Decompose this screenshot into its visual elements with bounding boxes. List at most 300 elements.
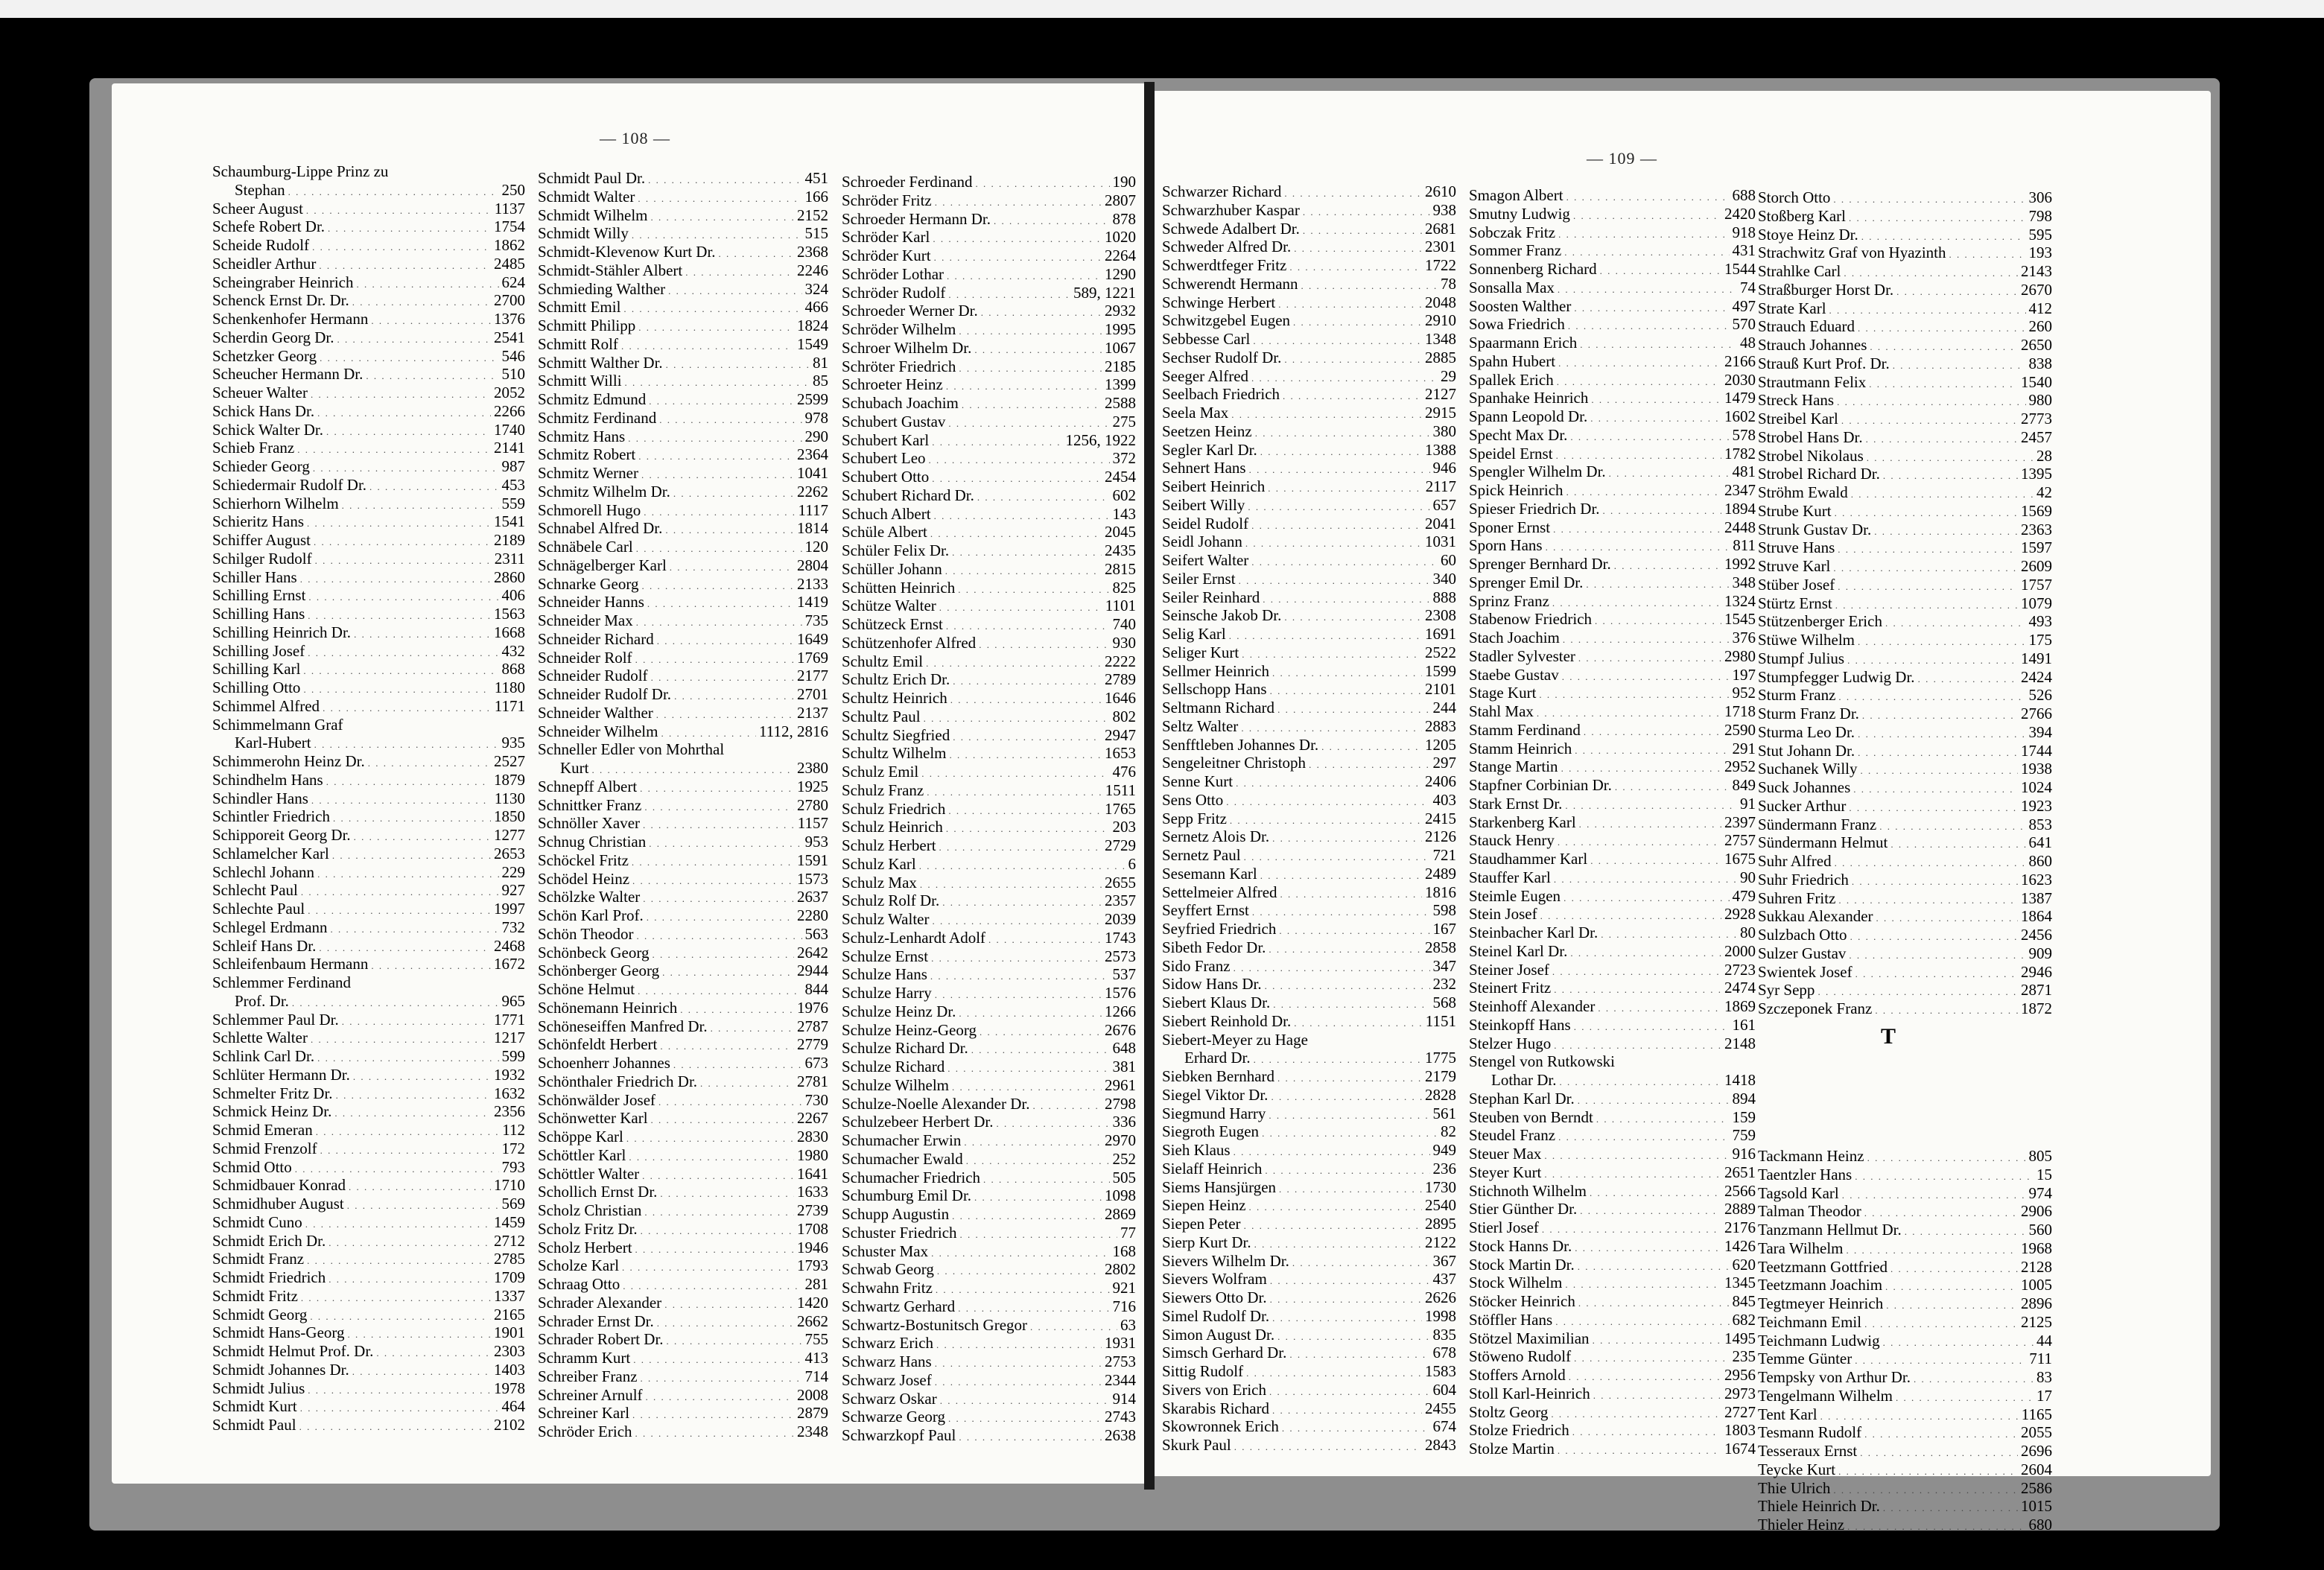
entry-name: Schönemann Heinrich — [538, 998, 678, 1017]
entry-name: Stierl Josef — [1469, 1218, 1539, 1236]
entry-name: Seidl Johann — [1162, 533, 1242, 551]
index-entry — [842, 763, 1136, 781]
index-entry — [1162, 551, 1456, 570]
dot-leader — [1292, 1254, 1430, 1273]
entry-name: Schneider Rolf — [538, 648, 632, 667]
index-entry — [212, 973, 525, 992]
dot-leader — [1260, 867, 1422, 886]
index-entry — [1758, 1037, 2052, 1055]
dot-leader — [646, 1388, 794, 1407]
entry-name: Temme Günter — [1758, 1350, 1852, 1368]
index-entry — [212, 421, 525, 439]
entry-name: Schumacher Erwin — [842, 1131, 962, 1149]
entry-number: 1597 — [2021, 538, 2052, 557]
entry-number: 802 — [1112, 707, 1136, 725]
dot-leader — [927, 784, 1102, 802]
entry-number: 348 — [1732, 573, 1756, 591]
dot-leader — [1885, 1278, 2018, 1297]
index-entry — [1469, 868, 1756, 887]
dot-leader — [1855, 965, 2018, 984]
dot-leader — [623, 300, 801, 319]
entry-number: 1180 — [494, 678, 525, 696]
entry-number: 1814 — [797, 519, 828, 538]
entry-number: 1130 — [494, 789, 525, 807]
index-entry — [1469, 334, 1756, 352]
index-entry — [212, 826, 525, 845]
entry-name: Seyfried Friedrich — [1162, 920, 1277, 938]
index-entry — [538, 796, 828, 815]
entry-number: 85 — [813, 372, 828, 390]
entry-number: 275 — [1112, 412, 1136, 430]
index-entry — [538, 649, 828, 667]
dot-leader — [1245, 535, 1422, 553]
entry-name: Schönthaler Friedrich Dr. — [538, 1072, 698, 1090]
dot-leader — [670, 559, 794, 577]
entry-number: 927 — [501, 881, 525, 900]
entry-number: 2141 — [494, 439, 525, 457]
entry-name: Schönwetter Karl — [538, 1109, 648, 1128]
dot-leader — [326, 773, 491, 792]
entry-number: 2455 — [1425, 1399, 1456, 1417]
index-entry — [842, 800, 1136, 819]
entry-name: Schroeder Hermann Dr. — [842, 209, 991, 228]
dot-leader — [1303, 203, 1430, 222]
dot-leader — [920, 876, 1102, 894]
index-entry — [538, 667, 828, 685]
entry-number: 2102 — [494, 1416, 525, 1434]
entry-name: Stützenberger Erich — [1758, 612, 1882, 631]
dot-leader — [342, 1013, 491, 1032]
index-entry — [1469, 1182, 1756, 1201]
index-entry — [1162, 994, 1456, 1012]
dot-leader — [301, 1289, 491, 1308]
index-entry — [1758, 1276, 2052, 1294]
index-entry — [538, 1367, 828, 1386]
dot-leader — [1614, 557, 1721, 576]
dot-leader — [1852, 873, 2018, 892]
entry-number: 894 — [1732, 1089, 1756, 1107]
entry-name: Sukkau Alexander — [1758, 907, 1873, 926]
entry-number: 77 — [1120, 1223, 1136, 1242]
entry-name: Schmitt Philipp — [538, 317, 636, 334]
entry-number: 1545 — [1724, 610, 1756, 629]
entry-number: 938 — [1432, 200, 1456, 219]
entry-name: Strobel Richard Dr. — [1758, 465, 1880, 483]
dot-leader — [1294, 1014, 1423, 1033]
index-entry — [1758, 907, 2052, 926]
entry-name: Schimmel Alfred — [212, 696, 320, 715]
entry-number: 853 — [2028, 815, 2052, 833]
index-entry — [1162, 1196, 1456, 1215]
index-entry — [1469, 1274, 1756, 1292]
index-entry — [1758, 447, 2052, 465]
index-entry — [842, 541, 1136, 560]
dot-leader — [301, 883, 499, 902]
entry-number: 340 — [1432, 569, 1456, 588]
dot-leader — [349, 1178, 491, 1197]
dot-leader — [930, 525, 1102, 544]
index-entry — [1469, 1385, 1756, 1403]
entry-name: Schwarz Oskar — [842, 1389, 937, 1408]
entry-number: 1583 — [1425, 1362, 1456, 1380]
entry-name: Schoenherr Johannes — [538, 1054, 670, 1072]
entry-name: Scheide Rudolf — [212, 236, 310, 254]
index-entry — [1758, 188, 2052, 207]
entry-number: 1646 — [1105, 689, 1136, 707]
index-entry — [1758, 317, 2052, 336]
entry-number: 2165 — [494, 1305, 525, 1323]
entry-number: 1743 — [1105, 928, 1136, 947]
index-entry — [538, 1035, 828, 1054]
entry-name: Schröder Lothar — [842, 264, 944, 283]
entry-name: Stöweno Rudolf — [1469, 1347, 1572, 1366]
index-entry — [842, 1316, 1136, 1335]
entry-name: Schulz Franz — [842, 781, 924, 799]
dot-leader — [673, 485, 794, 503]
dot-leader — [1234, 1143, 1430, 1162]
entry-number: 91 — [1740, 794, 1756, 813]
section-letter-heading: T — [1881, 1024, 1896, 1049]
index-entry — [1162, 422, 1456, 441]
entry-number: 1256, 1922 — [1065, 430, 1136, 449]
entry-name: Schmidt Kurt — [212, 1397, 297, 1416]
entry-name: Teichmann Ludwig — [1758, 1331, 1880, 1350]
index-entry — [1162, 772, 1456, 791]
index-entry — [538, 1109, 828, 1128]
index-column-5 — [1469, 186, 1756, 1458]
entry-number: 464 — [501, 1397, 525, 1416]
dot-leader — [667, 1332, 802, 1351]
entry-name: Schulz Friedrich — [842, 799, 946, 818]
index-entry — [1469, 186, 1756, 205]
entry-name: Sündermann Helmut — [1758, 833, 1888, 852]
dot-leader — [1858, 744, 2018, 763]
entry-name: Schulze Wilhelm — [842, 1075, 949, 1094]
dot-leader — [980, 1023, 1102, 1042]
dot-leader — [1593, 1387, 1721, 1405]
entry-number: 481 — [1732, 463, 1756, 481]
entry-number: 2368 — [797, 243, 828, 261]
entry-name: Schröder Kurt — [842, 247, 931, 264]
index-entry — [842, 1205, 1136, 1224]
entry-name: Sibeth Fedor Dr. — [1162, 938, 1266, 956]
index-entry — [1162, 1417, 1456, 1436]
dot-leader — [1574, 299, 1729, 318]
entry-name: Sulzer Gustav — [1758, 944, 1847, 962]
entry-name: Thie Ulrich — [1758, 1478, 1831, 1497]
dot-leader — [312, 238, 491, 257]
entry-number: 1925 — [797, 777, 828, 795]
entry-number: 2871 — [2021, 981, 2052, 999]
entry-name: Skarabis Richard — [1162, 1399, 1270, 1417]
entry-name: Schulze-Noelle Alexander Dr. — [842, 1094, 1030, 1113]
dot-leader — [994, 212, 1109, 231]
entry-name: Stötzel Maximilian — [1469, 1329, 1590, 1347]
entry-name: Schulz Heinrich — [842, 818, 943, 836]
index-entry — [538, 261, 828, 280]
entry-name: Skurk Paul — [1162, 1436, 1231, 1454]
dot-leader — [1248, 498, 1429, 517]
dot-leader — [1860, 1444, 2018, 1463]
entry-name: Schubert Otto — [842, 468, 930, 486]
index-entry — [842, 394, 1136, 413]
entry-number: 2753 — [1105, 1353, 1136, 1370]
index-entry — [212, 1066, 525, 1084]
entry-number: 381 — [1112, 1058, 1136, 1075]
entry-number: 1769 — [797, 648, 828, 667]
entry-number: 2785 — [494, 1250, 525, 1268]
index-entry — [212, 200, 525, 218]
index-entry — [1758, 428, 2052, 447]
entry-name: Schreiner Karl — [538, 1404, 630, 1423]
entry-number: 1793 — [797, 1256, 828, 1275]
index-entry — [1758, 1332, 2052, 1350]
entry-name: Schrader Robert Dr. — [538, 1330, 664, 1349]
entry-name: Schumacher Ewald — [842, 1149, 963, 1168]
entry-number: 1388 — [1425, 440, 1456, 459]
dot-leader — [657, 1315, 794, 1333]
entry-name: Steiner Josef — [1469, 960, 1549, 979]
entry-name: Staudhammer Karl — [1469, 850, 1588, 868]
entry-number: 2415 — [1425, 809, 1456, 827]
index-entry — [1162, 975, 1456, 994]
entry-number: 2651 — [1724, 1163, 1756, 1181]
index-entry — [1469, 979, 1756, 997]
entry-number: 1995 — [1105, 320, 1136, 338]
entry-name: Schrader Alexander — [538, 1293, 662, 1312]
dot-leader — [1263, 591, 1429, 609]
dot-leader — [317, 404, 491, 423]
dot-leader — [651, 209, 794, 227]
entry-name: Starkenberg Karl — [1469, 813, 1576, 831]
index-entry — [1162, 1067, 1456, 1086]
entry-number: 281 — [804, 1275, 828, 1293]
entry-name: Stoßberg Karl — [1758, 206, 1847, 225]
entry-number: 1674 — [1724, 1440, 1756, 1458]
dot-leader — [1562, 668, 1730, 687]
index-entry — [1758, 373, 2052, 392]
entry-number: 1376 — [494, 310, 525, 328]
index-entry — [842, 302, 1136, 320]
entry-name: Tempsky von Arthur Dr. — [1758, 1368, 1911, 1386]
entry-name: Schwinge Herbert — [1162, 293, 1276, 311]
index-entry — [538, 1165, 828, 1183]
index-entry — [212, 752, 525, 771]
entry-name: Schroeder Werner Dr. — [842, 302, 978, 320]
entry-name: Teetzmann Joachim — [1758, 1276, 1883, 1294]
entry-name: Sonnenberg Richard — [1469, 260, 1597, 278]
dot-leader — [622, 1259, 794, 1277]
entry-name: Sieh Klaus — [1162, 1141, 1231, 1159]
entry-number: 2052 — [494, 384, 525, 401]
entry-name: Schieritz Hans — [212, 512, 305, 531]
entry-number: 1576 — [1105, 984, 1136, 1002]
entry-number: 2000 — [1724, 941, 1756, 960]
entry-number: 2133 — [797, 574, 828, 593]
index-entry — [538, 704, 828, 722]
index-entry — [1469, 297, 1756, 316]
dot-leader — [934, 249, 1102, 267]
entry-name: Tara Wilhelm — [1758, 1239, 1844, 1257]
entry-name: Sturma Leo Dr. — [1758, 722, 1855, 741]
entry-number: 190 — [1112, 173, 1136, 191]
entry-name: Sengeleitner Christoph — [1162, 754, 1307, 772]
dot-leader — [1284, 185, 1422, 203]
entry-number: 1824 — [797, 317, 828, 334]
dot-leader — [935, 1355, 1102, 1373]
entry-number: 2700 — [494, 291, 525, 310]
dot-leader — [315, 552, 492, 571]
dot-leader — [959, 1005, 1102, 1023]
entry-name: Talman Theodor — [1758, 1202, 1861, 1221]
index-entry — [842, 1058, 1136, 1076]
entry-name: Schmitt Emil — [538, 298, 621, 317]
entry-name: Schwitzgebel Eugen — [1162, 311, 1291, 330]
index-entry — [212, 716, 525, 734]
index-entry — [1162, 938, 1456, 957]
index-entry — [842, 1426, 1136, 1445]
dot-leader — [1849, 947, 2025, 965]
dot-leader — [1279, 922, 1429, 941]
dot-leader — [1883, 1499, 2018, 1518]
index-entry — [1162, 1362, 1456, 1381]
index-entry — [1758, 336, 2052, 355]
index-entry — [842, 1150, 1136, 1169]
entry-name: Simon August Dr. — [1162, 1325, 1275, 1344]
dot-leader — [958, 581, 1109, 600]
dot-leader — [1598, 999, 1721, 1018]
index-entry — [1469, 463, 1756, 481]
index-entry — [1162, 791, 1456, 810]
entry-name: Schmick Heinz Dr. — [212, 1102, 332, 1121]
index-entry — [212, 771, 525, 789]
dot-leader — [1568, 317, 1730, 336]
dot-leader — [1883, 467, 2018, 486]
entry-name: Schüle Albert — [842, 523, 927, 541]
dot-leader — [299, 1418, 491, 1437]
index-entry — [1469, 555, 1756, 573]
entry-number: 28 — [2036, 446, 2052, 465]
entry-name: Schubert Richard Dr. — [842, 486, 974, 504]
entry-number: 1426 — [1724, 1236, 1756, 1255]
index-entry — [212, 1140, 525, 1158]
dot-leader — [1578, 1092, 1730, 1110]
entry-name: Schmidhuber August — [212, 1195, 344, 1213]
entry-number: 505 — [1112, 1168, 1136, 1186]
dot-leader — [1558, 1128, 1729, 1147]
entry-name: Schwarze Georg — [842, 1408, 945, 1426]
entry-name: Schleifenbaum Hermann — [212, 955, 369, 973]
dot-leader — [1284, 608, 1422, 627]
entry-name: Siegroth Eugen — [1162, 1122, 1260, 1141]
entry-name: Schlecht Paul — [212, 881, 298, 900]
entry-name: Seifert Walter — [1162, 551, 1249, 569]
index-entry — [1469, 1052, 1756, 1071]
dot-leader — [659, 411, 801, 430]
dot-leader — [1838, 688, 2025, 707]
dot-leader — [1558, 281, 1737, 299]
dot-leader — [950, 746, 1102, 765]
index-entry — [212, 789, 525, 808]
index-entry — [842, 560, 1136, 579]
dot-leader — [1563, 889, 1729, 908]
index-entry — [1758, 502, 2052, 521]
index-entry — [1758, 816, 2052, 834]
dot-leader — [966, 1152, 1110, 1171]
entry-number: 291 — [1732, 739, 1756, 757]
entry-number: 1691 — [1425, 625, 1456, 643]
entry-number: 2653 — [494, 844, 525, 862]
dot-leader — [328, 220, 491, 238]
dot-leader — [1283, 387, 1422, 406]
dot-leader — [649, 835, 801, 854]
index-entry — [1469, 942, 1756, 961]
index-entry — [1469, 1126, 1756, 1145]
index-entry — [212, 550, 525, 568]
entry-name: Segler Karl Dr. — [1162, 440, 1257, 459]
dot-leader — [1835, 854, 2026, 873]
entry-number: 2055 — [2021, 1423, 2052, 1442]
dot-leader — [651, 669, 794, 687]
entry-number: 1710 — [494, 1176, 525, 1195]
index-entry — [1758, 355, 2052, 373]
entry-name: Sens Otto — [1162, 790, 1224, 809]
entry-name: Spieser Friedrich Dr. — [1469, 499, 1600, 518]
dot-leader — [952, 1207, 1102, 1226]
dot-leader — [1578, 1294, 1730, 1313]
entry-number: 599 — [501, 1047, 525, 1065]
entry-name: Schöppe Karl — [538, 1128, 623, 1145]
entry-number: 2048 — [1425, 293, 1456, 311]
entry-name: Schwarz Josef — [842, 1370, 932, 1389]
entry-number: 466 — [804, 298, 828, 317]
entry-name: Siebert Reinhold Dr. — [1162, 1011, 1292, 1030]
index-entry — [842, 1260, 1136, 1279]
dot-leader — [939, 599, 1102, 617]
index-entry — [538, 1330, 828, 1349]
entry-name: Stoll Karl-Heinrich — [1469, 1384, 1590, 1402]
index-entry — [538, 870, 828, 889]
entry-number: 2363 — [2021, 520, 2052, 538]
entry-name: Schintler Friedrich — [212, 807, 331, 826]
entry-number: 1266 — [1105, 1002, 1136, 1020]
dot-leader — [311, 792, 492, 810]
dot-leader — [1851, 486, 2034, 504]
entry-name: Schöttler Karl — [538, 1145, 626, 1164]
entry-number: 1041 — [797, 464, 828, 482]
entry-name: Sievers Wolfram — [1162, 1270, 1267, 1288]
entry-number: 2041 — [1425, 514, 1456, 533]
dot-leader — [960, 1226, 1117, 1245]
entry-name: Schneller Edler von Mohrthal — [538, 740, 725, 759]
index-entry — [212, 1342, 525, 1361]
entry-number: 1151 — [1425, 1011, 1456, 1030]
entry-number: 2642 — [797, 943, 828, 962]
dot-leader — [1861, 762, 2019, 781]
entry-name: Taentzler Hans — [1758, 1165, 1852, 1183]
entry-number: 2743 — [1105, 1408, 1136, 1426]
entry-number: 2952 — [1724, 757, 1756, 776]
index-entry — [538, 1349, 828, 1367]
index-entry — [212, 1102, 525, 1121]
dot-leader — [1270, 1291, 1422, 1309]
index-entry — [842, 284, 1136, 302]
dot-leader — [1590, 410, 1721, 428]
dot-leader — [316, 1123, 500, 1142]
entry-name: Steinhoff Alexander — [1469, 997, 1596, 1015]
entry-number: 952 — [1732, 684, 1756, 702]
entry-name: Scheuer Walter — [212, 384, 308, 401]
